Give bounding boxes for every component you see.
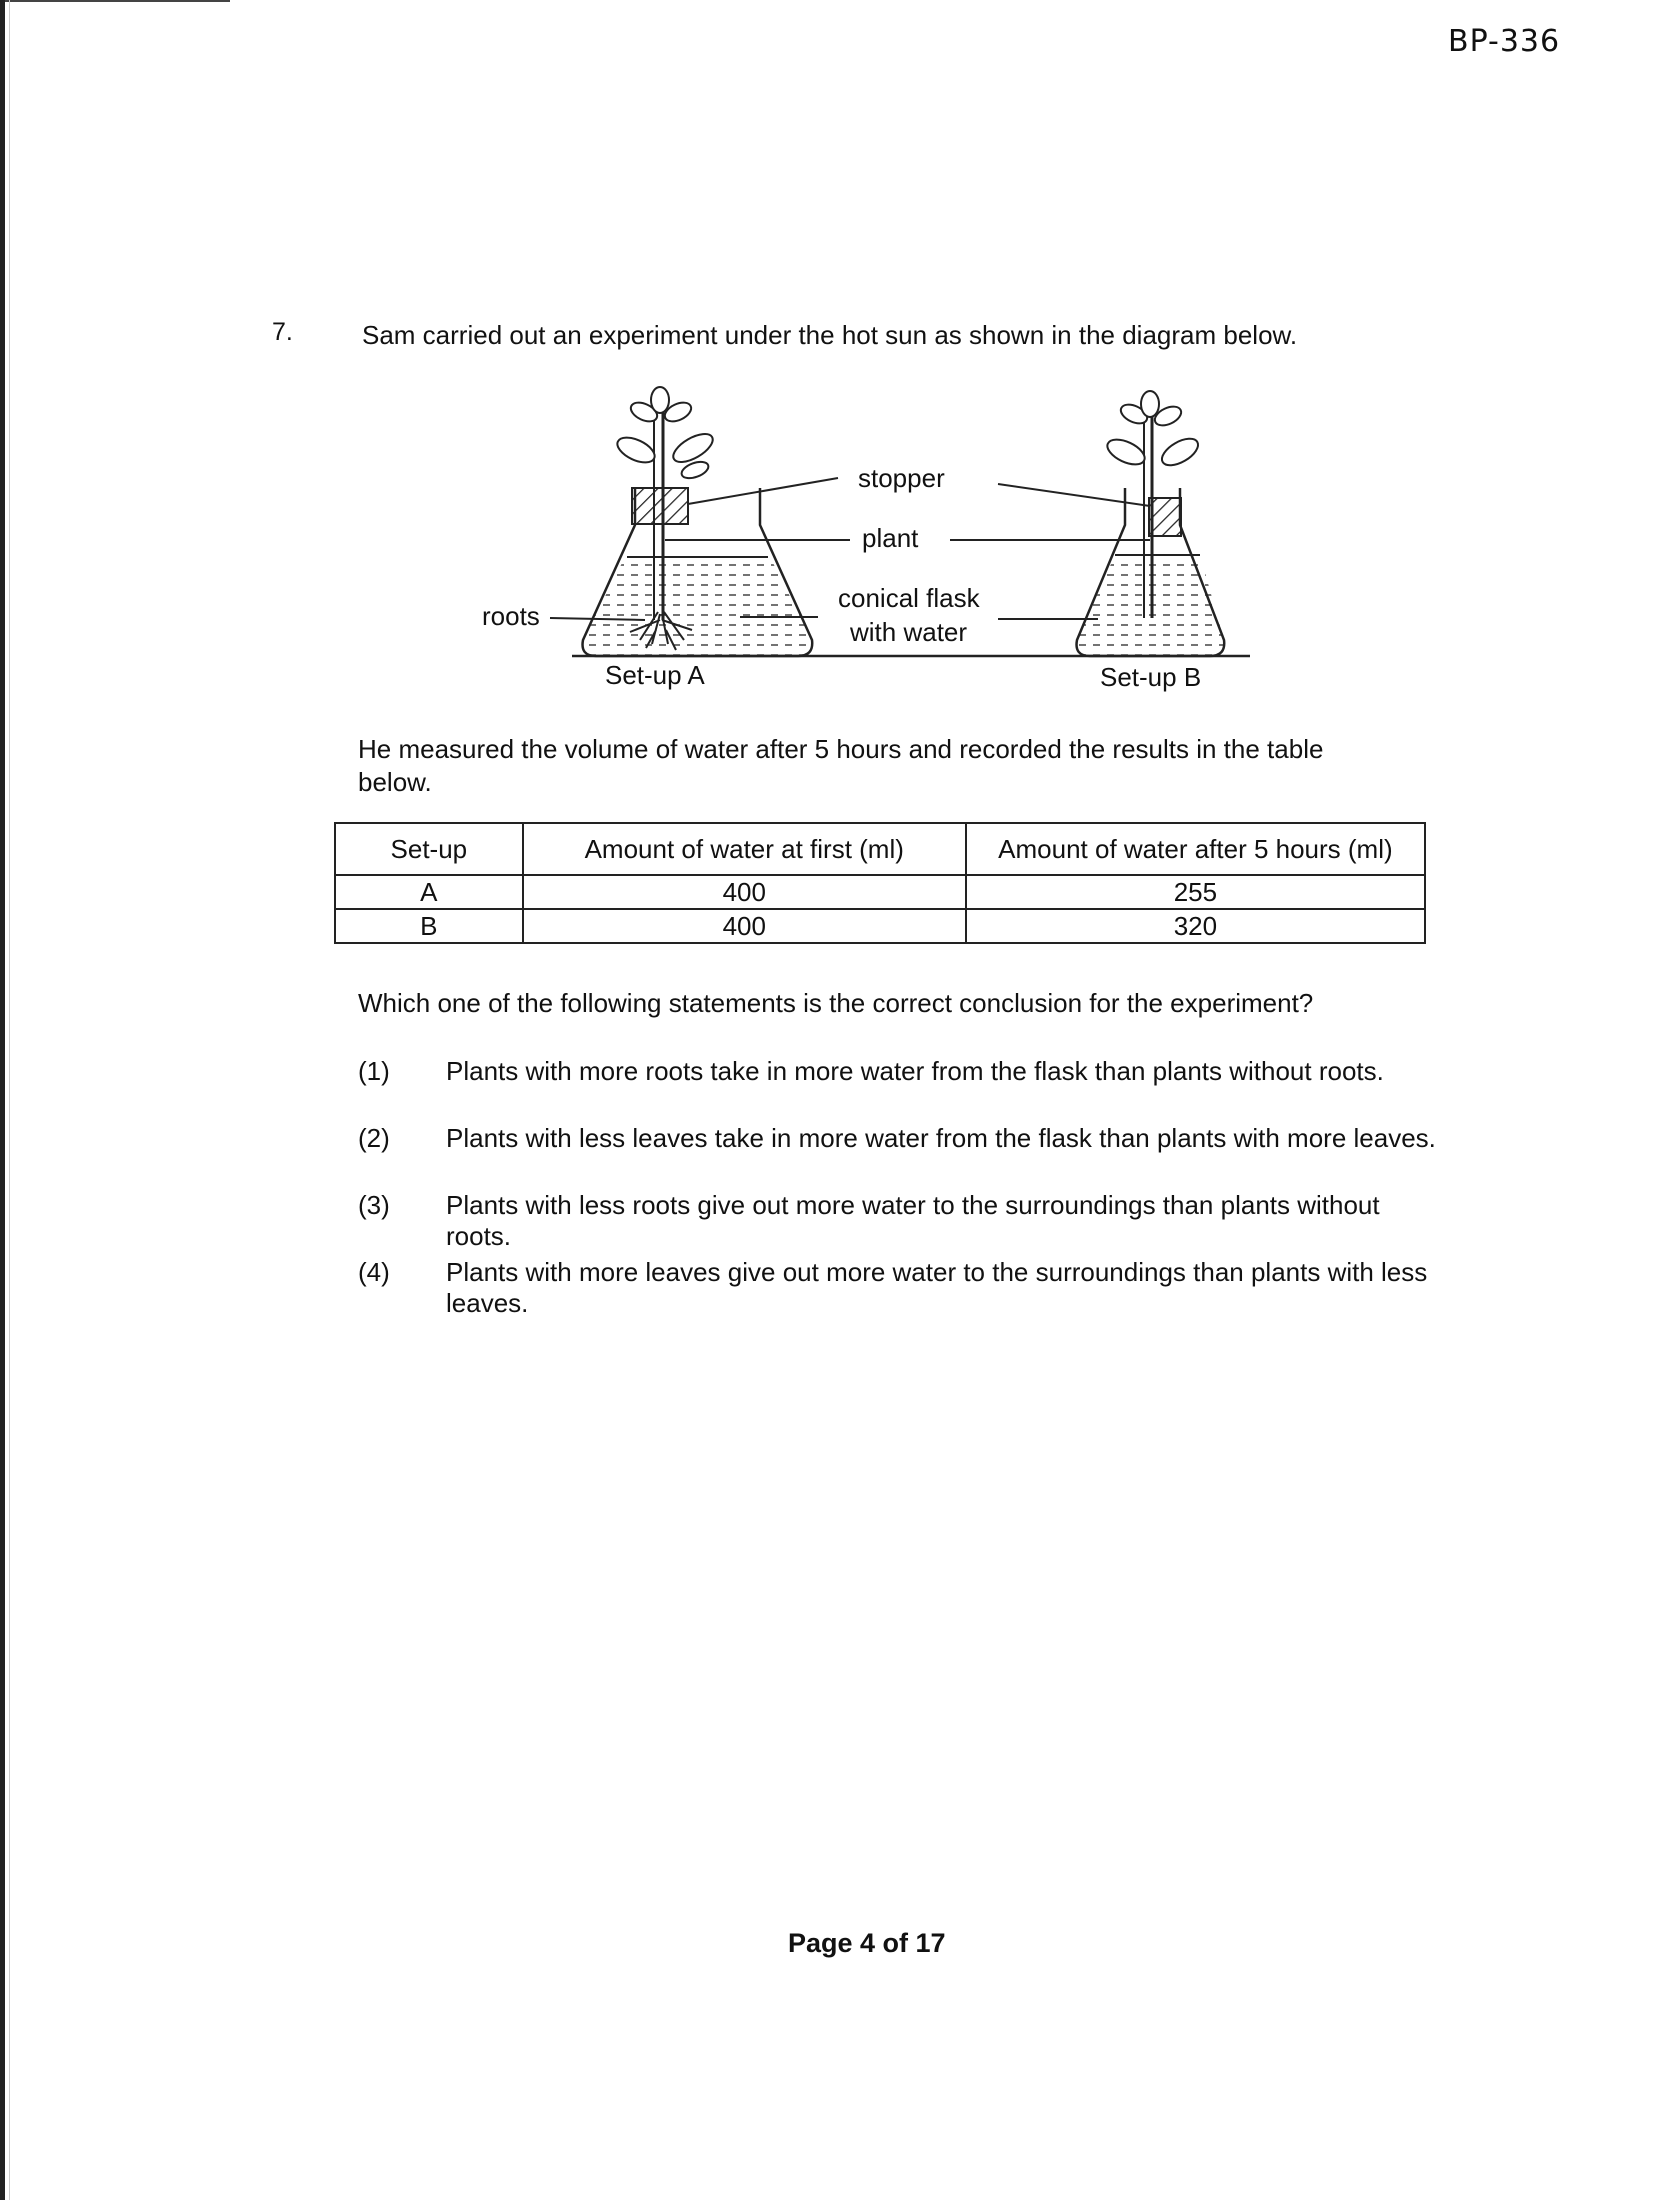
label-roots: roots xyxy=(482,601,540,631)
col-header-water-first: Amount of water at first (ml) xyxy=(523,823,966,875)
document-code: BP-336 xyxy=(1448,24,1561,59)
option-text: Plants with more leaves give out more water to the surroundings than plants with less leaves. xyxy=(446,1257,1428,1318)
table-header-row xyxy=(335,823,1425,875)
flask-a xyxy=(583,488,813,656)
cell-setup: B xyxy=(335,909,523,943)
table-row xyxy=(335,875,1425,909)
col-header-water-after: Amount of water after 5 hours (ml) xyxy=(966,823,1425,875)
option-number: (3) xyxy=(358,1190,390,1220)
label-stopper: stopper xyxy=(858,463,945,493)
option-number: (1) xyxy=(358,1056,390,1086)
option-number: (2) xyxy=(358,1123,390,1153)
cell-water-after: 320 xyxy=(966,909,1425,943)
cell-setup: A xyxy=(335,875,523,909)
flask-b xyxy=(1077,488,1225,656)
table-row xyxy=(335,909,1425,943)
page-number: Page 4 of 17 xyxy=(788,1928,946,1958)
option-text: Plants with less leaves take in more water from the flask than plants with more leaves. xyxy=(446,1123,1436,1153)
cell-water-first: 400 xyxy=(523,875,966,909)
label-setup-a: Set-up A xyxy=(605,660,705,690)
label-flask-1: conical flask xyxy=(838,583,980,613)
option-number: (4) xyxy=(358,1257,390,1287)
results-table xyxy=(334,822,1426,944)
stopper-leader-b xyxy=(998,484,1150,506)
label-flask-2: with water xyxy=(850,617,968,647)
experiment-diagram xyxy=(0,0,1654,720)
stopper-leader-a xyxy=(688,478,838,504)
label-setup-b: Set-up B xyxy=(1100,662,1202,692)
label-plant: plant xyxy=(862,523,919,553)
cell-water-after: 255 xyxy=(966,875,1425,909)
stopper-a xyxy=(632,488,688,524)
question-intro: Sam carried out an experiment under the hot sun as shown in the diagram below. xyxy=(362,320,1298,350)
stopper-b xyxy=(1149,498,1181,536)
cell-water-first: 400 xyxy=(523,909,966,943)
option-text: Plants with more roots take in more water from the flask than plants without roots. xyxy=(446,1056,1384,1086)
question-number: 7. xyxy=(272,318,293,346)
option-text: Plants with less roots give out more water to the surroundings than plants without roots. xyxy=(446,1190,1380,1251)
results-paragraph: He measured the volume of water after 5 hours and recorded the results in the table below. xyxy=(358,734,1324,797)
col-header-setup: Set-up xyxy=(335,823,523,875)
question-prompt: Which one of the following statements is the correct conclusion for the experiment? xyxy=(358,988,1314,1018)
